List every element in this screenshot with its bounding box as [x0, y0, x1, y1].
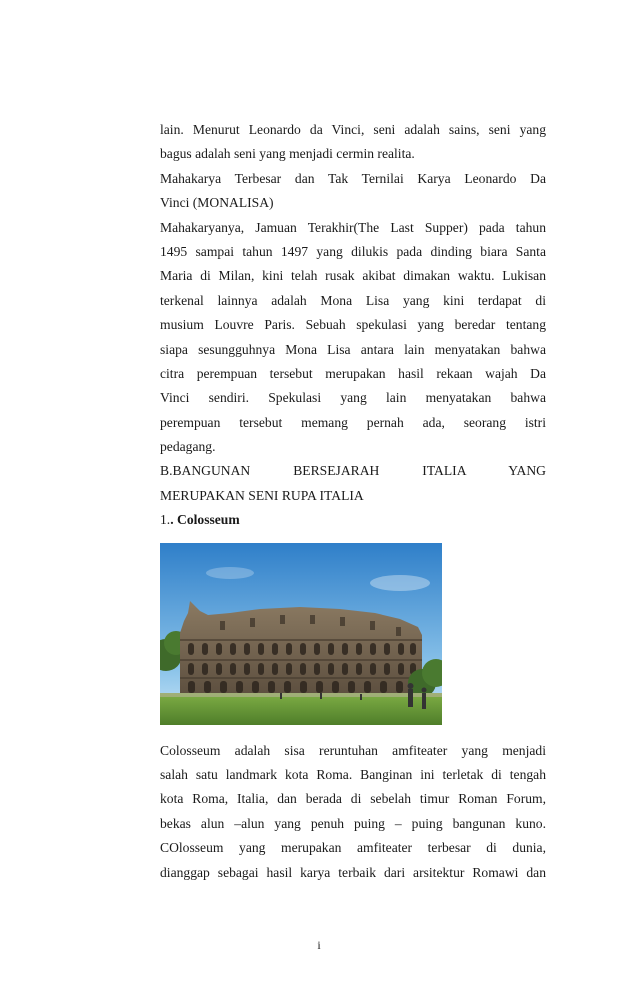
page-content — [160, 118, 546, 885]
text-line: siapa sesungguhnya Mona Lisa antara lain menyatakan bahwa — [160, 341, 546, 357]
section-heading: MERUPAKAN SENI RUPA ITALIA — [160, 487, 364, 503]
subheading-number: 1. — [160, 512, 171, 528]
page-number: i — [317, 938, 321, 952]
text-line: Colosseum adalah sisa reruntuhan amfiteater yang menjadi — [160, 742, 546, 758]
text-line: citra perempuan tersebut merupakan hasil rekaan wajah Da — [160, 365, 546, 381]
text-line: Maria di Milan, kini telah rusak akibat dimakan waktu. Lukisan — [160, 268, 546, 284]
text-line: lain. Menurut Leonardo da Vinci, seni adalah sains, seni yang — [160, 122, 546, 137]
text-line: kota Roma, Italia, dan berada di sebelah timur Roman Forum, — [160, 791, 546, 807]
text-line: bekas alun –alun yang penuh puing – puing bangunan kuno. — [160, 815, 546, 831]
text-line: musium Louvre Paris. Sebuah spekulasi yang beredar tentang — [160, 317, 546, 333]
colosseum-illustration — [160, 543, 442, 725]
text-line: bagus adalah seni yang menjadi cermin realita. — [160, 146, 415, 162]
text-line: Vinci (MONALISA) — [160, 195, 274, 211]
text-line: pedagang. — [160, 439, 216, 455]
text-line: 1495 sampai tahun 1497 yang dilukis pada dinding biara Santa — [160, 243, 546, 259]
section-heading: B.BANGUNAN BERSEJARAH ITALIA YANG — [160, 463, 546, 479]
text-line: terkenal lainnya adalah Mona Lisa yang kini terdapat di — [160, 292, 546, 308]
text-line: Mahakaryanya, Jamuan Terakhir(The Last Supper) pada tahun — [160, 219, 546, 235]
text-line: perempuan tersebut memang pernah ada, seorang istri — [160, 414, 546, 430]
text-line: Vinci sendiri. Spekulasi yang lain menyatakan bahwa — [160, 390, 546, 406]
subheading-colosseum — [160, 508, 546, 532]
text-line: Mahakarya Terbesar dan Tak Ternilai Karya Leonardo Da — [160, 170, 546, 186]
colosseum-photo — [160, 543, 442, 725]
text-line: dianggap sebagai hasil karya terbaik dari arsitektur Romawi dan — [160, 864, 546, 880]
subheading-title: . Colosseum — [170, 512, 240, 528]
text-line: salah satu landmark kota Roma. Banginan ini terletak di tengah — [160, 767, 546, 783]
text-line: COlosseum yang merupakan amfiteater terbesar di dunia, — [160, 840, 546, 856]
